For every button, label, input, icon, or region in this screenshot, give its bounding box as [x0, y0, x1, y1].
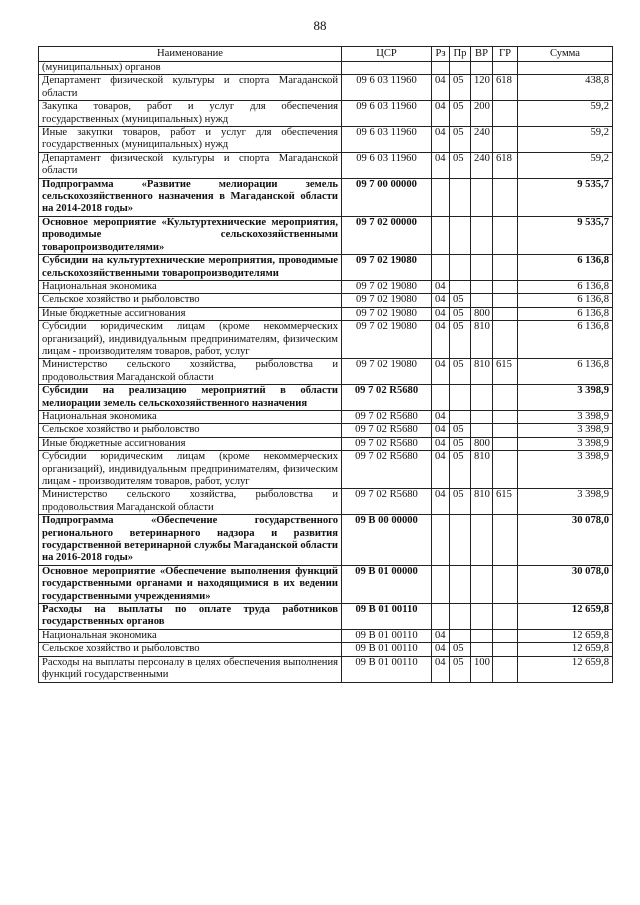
cell-vr: 810 [471, 321, 493, 359]
cell-name: Иные бюджетные ассигнования [39, 307, 342, 320]
cell-rz: 04 [432, 489, 450, 515]
table-row [39, 451, 613, 489]
cell-csr [342, 62, 432, 75]
table-row [39, 127, 613, 153]
cell-rz: 04 [432, 294, 450, 307]
cell-sum: 3 398,9 [518, 489, 613, 515]
cell-sum: 6 136,8 [518, 307, 613, 320]
cell-csr: 09 7 02 R5680 [342, 437, 432, 450]
cell-sum: 30 078,0 [518, 515, 613, 566]
cell-name: Закупка товаров, работ и услуг для обеспечения государственных (муниципальных) нужд [39, 101, 342, 127]
cell-gr: 615 [493, 489, 518, 515]
cell-gr [493, 604, 518, 630]
cell-rz: 04 [432, 424, 450, 437]
cell-gr [493, 280, 518, 293]
cell-pr: 05 [450, 152, 471, 178]
cell-vr [471, 294, 493, 307]
table-row [39, 604, 613, 630]
cell-gr [493, 294, 518, 307]
table-row [39, 359, 613, 385]
cell-csr: 09 7 02 19080 [342, 359, 432, 385]
cell-gr [493, 451, 518, 489]
cell-name: Подпрограмма «Развитие мелиорации земель сельскохозяйственного назначения в Магаданской области на 2014-2018 годы» [39, 178, 342, 216]
cell-gr [493, 656, 518, 682]
cell-vr: 810 [471, 451, 493, 489]
cell-pr [450, 515, 471, 566]
table-row [39, 629, 613, 642]
cell-rz [432, 178, 450, 216]
cell-sum: 59,2 [518, 127, 613, 153]
cell-gr [493, 424, 518, 437]
cell-vr: 800 [471, 437, 493, 450]
cell-rz: 04 [432, 321, 450, 359]
cell-sum: 6 136,8 [518, 255, 613, 281]
cell-sum: 59,2 [518, 152, 613, 178]
cell-pr [450, 216, 471, 254]
cell-vr [471, 255, 493, 281]
cell-pr: 05 [450, 307, 471, 320]
cell-csr: 09 В 01 00110 [342, 656, 432, 682]
cell-rz: 04 [432, 656, 450, 682]
cell-sum: 3 398,9 [518, 424, 613, 437]
cell-pr: 05 [450, 656, 471, 682]
table-row [39, 656, 613, 682]
cell-gr [493, 385, 518, 411]
header-vr: ВР [471, 47, 493, 62]
cell-vr: 240 [471, 127, 493, 153]
cell-sum: 30 078,0 [518, 565, 613, 603]
cell-pr: 05 [450, 321, 471, 359]
cell-rz [432, 565, 450, 603]
cell-vr: 810 [471, 359, 493, 385]
cell-sum: 438,8 [518, 75, 613, 101]
cell-pr [450, 565, 471, 603]
cell-rz [432, 255, 450, 281]
cell-gr [493, 178, 518, 216]
header-pr: Пр [450, 47, 471, 62]
cell-sum: 9 535,7 [518, 216, 613, 254]
cell-pr: 05 [450, 294, 471, 307]
cell-gr [493, 515, 518, 566]
cell-pr: 05 [450, 437, 471, 450]
cell-pr [450, 280, 471, 293]
cell-sum: 59,2 [518, 101, 613, 127]
cell-pr: 05 [450, 643, 471, 656]
cell-name: Субсидии на культуртехнические мероприятия, проводимые сельскохозяйственными товаропроизводителями [39, 255, 342, 281]
cell-name: (муниципальных) органов [39, 62, 342, 75]
cell-sum: 12 659,8 [518, 656, 613, 682]
cell-gr [493, 62, 518, 75]
table-row [39, 152, 613, 178]
cell-pr: 05 [450, 359, 471, 385]
cell-sum: 3 398,9 [518, 385, 613, 411]
cell-gr: 615 [493, 359, 518, 385]
cell-name: Расходы на выплаты персоналу в целях обеспечения выполнения функций государственными [39, 656, 342, 682]
cell-vr [471, 62, 493, 75]
cell-vr: 100 [471, 656, 493, 682]
cell-pr [450, 410, 471, 423]
cell-vr: 810 [471, 489, 493, 515]
header-csr: ЦСР [342, 47, 432, 62]
cell-csr: 09 7 02 19080 [342, 280, 432, 293]
cell-sum: 3 398,9 [518, 410, 613, 423]
cell-csr: 09 7 02 19080 [342, 294, 432, 307]
cell-csr: 09 7 00 00000 [342, 178, 432, 216]
cell-vr [471, 643, 493, 656]
cell-name: Субсидии юридическим лицам (кроме некоммерческих организаций), индивидуальным предпринимателям, физическим лицам - производителям товаров, работ, услуг [39, 451, 342, 489]
cell-sum: 6 136,8 [518, 294, 613, 307]
cell-vr: 240 [471, 152, 493, 178]
table-header-row [39, 47, 613, 62]
cell-name: Основное мероприятие «Обеспечение выполнения функций государственными органами и находящимися в их ведении государственными учреждениями» [39, 565, 342, 603]
cell-csr: 09 7 02 R5680 [342, 424, 432, 437]
table-body [39, 62, 613, 683]
table-row [39, 280, 613, 293]
table-row [39, 489, 613, 515]
cell-name: Сельское хозяйство и рыболовство [39, 424, 342, 437]
cell-name: Основное мероприятие «Культуртехнические мероприятия, проводимые сельскохозяйственными товаропроизводителями» [39, 216, 342, 254]
cell-pr [450, 385, 471, 411]
cell-vr [471, 410, 493, 423]
cell-gr [493, 321, 518, 359]
cell-sum [518, 62, 613, 75]
cell-rz: 04 [432, 75, 450, 101]
cell-name: Сельское хозяйство и рыболовство [39, 643, 342, 656]
cell-name: Национальная экономика [39, 629, 342, 642]
cell-sum: 12 659,8 [518, 643, 613, 656]
cell-name: Министерство сельского хозяйства, рыболовства и продовольствия Магаданской области [39, 359, 342, 385]
table-row [39, 385, 613, 411]
cell-sum: 3 398,9 [518, 437, 613, 450]
page-number: 88 [313, 18, 327, 33]
cell-pr [450, 178, 471, 216]
cell-pr [450, 629, 471, 642]
cell-rz: 04 [432, 629, 450, 642]
header-sum: Сумма [518, 47, 613, 62]
cell-pr: 05 [450, 127, 471, 153]
table-row [39, 62, 613, 75]
cell-name: Субсидии юридическим лицам (кроме некоммерческих организаций), индивидуальным предпринимателям, физическим лицам - производителям товаров, работ, услуг [39, 321, 342, 359]
cell-name: Национальная экономика [39, 280, 342, 293]
cell-vr [471, 565, 493, 603]
cell-csr: 09 7 02 19080 [342, 321, 432, 359]
cell-csr: 09 6 03 11960 [342, 101, 432, 127]
cell-csr: 09 В 01 00000 [342, 565, 432, 603]
cell-name: Расходы на выплаты по оплате труда работников государственных органов [39, 604, 342, 630]
cell-csr: 09 6 03 11960 [342, 127, 432, 153]
cell-rz: 04 [432, 437, 450, 450]
cell-sum: 6 136,8 [518, 321, 613, 359]
cell-vr [471, 424, 493, 437]
cell-rz [432, 385, 450, 411]
cell-rz: 04 [432, 101, 450, 127]
cell-rz [432, 62, 450, 75]
cell-rz [432, 216, 450, 254]
header-gr: ГР [493, 47, 518, 62]
cell-csr: 09 7 02 R5680 [342, 385, 432, 411]
cell-pr: 05 [450, 75, 471, 101]
budget-table [38, 46, 613, 683]
cell-gr [493, 101, 518, 127]
cell-sum: 9 535,7 [518, 178, 613, 216]
cell-csr: 09 В 01 00110 [342, 643, 432, 656]
cell-gr [493, 255, 518, 281]
cell-gr [493, 410, 518, 423]
table-row [39, 101, 613, 127]
cell-pr: 05 [450, 489, 471, 515]
cell-name: Подпрограмма «Обеспечение государственного регионального ветеринарного надзора и развития государственной ветеринарной службы Магаданской области на 2016-2018 годы» [39, 515, 342, 566]
table-row [39, 75, 613, 101]
cell-vr [471, 385, 493, 411]
cell-rz [432, 604, 450, 630]
cell-csr: 09 В 01 00110 [342, 629, 432, 642]
cell-gr: 618 [493, 75, 518, 101]
cell-vr [471, 604, 493, 630]
cell-rz: 04 [432, 307, 450, 320]
cell-vr [471, 515, 493, 566]
cell-rz: 04 [432, 359, 450, 385]
table-row [39, 565, 613, 603]
table-row [39, 424, 613, 437]
table-row [39, 307, 613, 320]
cell-rz: 04 [432, 643, 450, 656]
cell-vr [471, 178, 493, 216]
table-row [39, 216, 613, 254]
cell-gr [493, 643, 518, 656]
cell-gr [493, 216, 518, 254]
cell-csr: 09 6 03 11960 [342, 152, 432, 178]
cell-pr: 05 [450, 424, 471, 437]
cell-pr [450, 62, 471, 75]
cell-name: Департамент физической культуры и спорта Магаданской области [39, 152, 342, 178]
cell-vr [471, 280, 493, 293]
cell-rz: 04 [432, 280, 450, 293]
cell-gr [493, 629, 518, 642]
cell-rz [432, 515, 450, 566]
cell-rz: 04 [432, 451, 450, 489]
cell-csr: 09 7 02 19080 [342, 307, 432, 320]
cell-csr: 09 6 03 11960 [342, 75, 432, 101]
cell-rz: 04 [432, 152, 450, 178]
cell-csr: 09 7 02 R5680 [342, 451, 432, 489]
table-row [39, 255, 613, 281]
cell-csr: 09 7 02 00000 [342, 216, 432, 254]
cell-vr: 120 [471, 75, 493, 101]
cell-gr [493, 437, 518, 450]
cell-name: Иные закупки товаров, работ и услуг для обеспечения государственных (муниципальных) нужд [39, 127, 342, 153]
cell-name: Национальная экономика [39, 410, 342, 423]
table-row [39, 515, 613, 566]
cell-rz: 04 [432, 410, 450, 423]
table-row [39, 178, 613, 216]
cell-name: Иные бюджетные ассигнования [39, 437, 342, 450]
cell-gr [493, 565, 518, 603]
cell-sum: 6 136,8 [518, 359, 613, 385]
cell-name: Сельское хозяйство и рыболовство [39, 294, 342, 307]
cell-name: Департамент физической культуры и спорта Магаданской области [39, 75, 342, 101]
table-row [39, 410, 613, 423]
cell-csr: 09 7 02 R5680 [342, 410, 432, 423]
cell-vr: 200 [471, 101, 493, 127]
cell-vr: 800 [471, 307, 493, 320]
table-row [39, 437, 613, 450]
header-rz: Рз [432, 47, 450, 62]
cell-vr [471, 629, 493, 642]
header-name: Наименование [39, 47, 342, 62]
cell-pr [450, 255, 471, 281]
cell-gr [493, 127, 518, 153]
cell-csr: 09 В 01 00110 [342, 604, 432, 630]
table-row [39, 643, 613, 656]
cell-gr [493, 307, 518, 320]
cell-vr [471, 216, 493, 254]
table-row [39, 321, 613, 359]
cell-pr: 05 [450, 451, 471, 489]
cell-name: Министерство сельского хозяйства, рыболовства и продовольствия Магаданской области [39, 489, 342, 515]
cell-sum: 3 398,9 [518, 451, 613, 489]
table-row [39, 294, 613, 307]
cell-csr: 09 7 02 R5680 [342, 489, 432, 515]
cell-rz: 04 [432, 127, 450, 153]
cell-sum: 12 659,8 [518, 604, 613, 630]
cell-csr: 09 В 00 00000 [342, 515, 432, 566]
cell-csr: 09 7 02 19080 [342, 255, 432, 281]
cell-pr: 05 [450, 101, 471, 127]
cell-sum: 6 136,8 [518, 280, 613, 293]
cell-name: Субсидии на реализацию мероприятий в области мелиорации земель сельскохозяйственного назначения [39, 385, 342, 411]
cell-gr: 618 [493, 152, 518, 178]
cell-pr [450, 604, 471, 630]
cell-sum: 12 659,8 [518, 629, 613, 642]
